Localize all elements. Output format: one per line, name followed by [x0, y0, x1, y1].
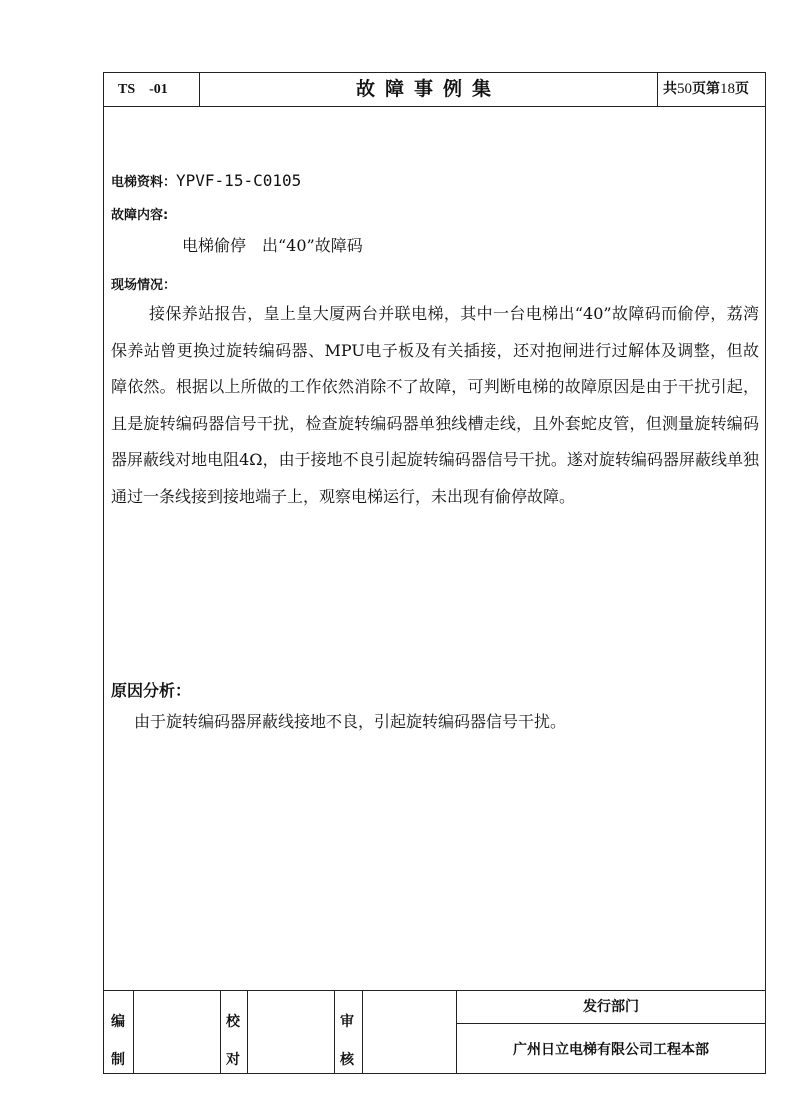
proof-sign-cell	[248, 991, 335, 1073]
compile-sign-cell	[134, 991, 221, 1073]
elevator-model: YPVF-15-C0105	[176, 171, 302, 190]
elevator-info	[111, 171, 301, 190]
fault-text: 电梯偷停 出“40”故障码	[182, 236, 363, 255]
compile-label-cell	[104, 991, 134, 1073]
fault-label: 故障内容:	[111, 208, 169, 223]
review-sign-cell	[363, 991, 457, 1073]
page-info	[657, 73, 765, 106]
issuing-dept-label: 发行部门	[457, 991, 765, 1024]
elevator-label: 电梯资料：	[111, 175, 177, 190]
company-name: 广州日立电梯有限公司工程本部	[513, 1042, 709, 1058]
proof-char-2: 对	[226, 1052, 240, 1068]
situation-text: 接保养站报告，皇上皇大厦两台并联电梯，其中一台电梯出“40”故障码而偷停，荔湾保养站曾更换过旋转编码器、MPU电子板及有关插接，还对抱闸进行过解体及调整，但故障依然。根据以上所做的工作依然消除不了故障，可判断电梯的故障原因是由于干扰引起，且是旋转编码器信号干扰，检查旋转编码器单独线槽走线，且外套蛇皮管，但测量旋转编码器屏蔽线对地电阻4Ω，由于接地不良引起旋转编码器信号干扰。遂对旋转编码器屏蔽线单独通过一条线接到接地端子上，观察电梯运行，未出现有偷停故障。	[111, 304, 759, 506]
situation-label: 现场情况：	[111, 278, 177, 293]
document-frame	[103, 72, 766, 1074]
doc-title: 故障事例集	[200, 73, 658, 106]
header-row	[104, 73, 765, 107]
proof-label-cell	[221, 991, 248, 1073]
review-char-1: 审	[340, 1014, 354, 1030]
page-current: 18	[720, 81, 735, 97]
page-mid: 页第	[692, 81, 720, 97]
doc-code: TS -01	[104, 73, 200, 106]
compile-char-2: 制	[111, 1052, 125, 1068]
compile-char-1: 编	[111, 1014, 125, 1030]
proof-char-1: 校	[226, 1014, 240, 1030]
cause-text: 由于旋转编码器屏蔽线接地不良，引起旋转编码器信号干扰。	[134, 712, 567, 731]
page-suffix: 页	[735, 81, 749, 97]
cause-label: 原因分析：	[111, 681, 192, 700]
page-total: 50	[677, 81, 692, 97]
approval-footer	[104, 990, 765, 1073]
review-label-cell	[335, 991, 363, 1073]
review-char-2: 核	[340, 1052, 354, 1068]
page-total-prefix: 共	[663, 81, 677, 97]
